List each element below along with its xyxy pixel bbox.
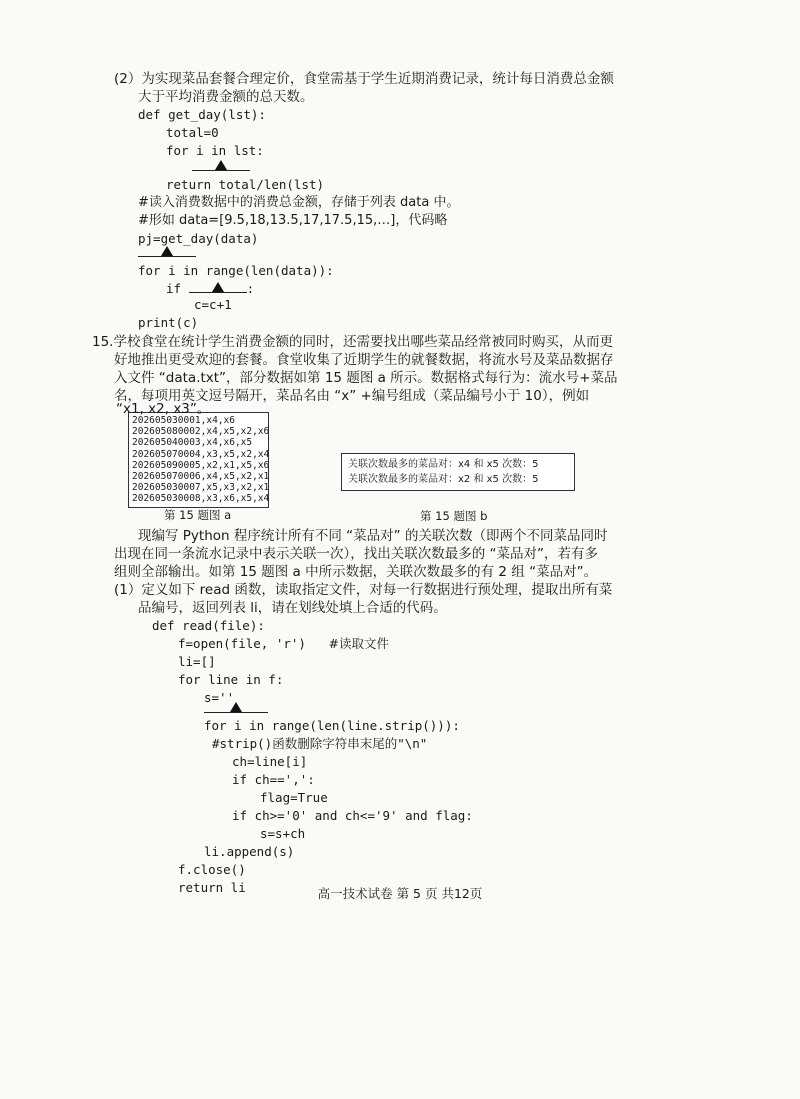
code-line: f.close() — [178, 862, 246, 877]
q15-text-line: “x1, x2, x3”。 — [116, 401, 211, 417]
triangle-marker-icon — [230, 702, 242, 712]
q15-text-line: 名，每项用英文逗号隔开，菜品名由 “x” +编号组成（菜品编号小于 10），例如 — [114, 388, 590, 404]
q15-body-line: (1）定义如下 read 函数，读取指定文件，对每一行数据进行预处理，提取出所有菜 — [114, 582, 613, 598]
q15-text-line: 15.学校食堂在统计学生消费金额的同时，还需要找出哪些菜品经常被同时购买，从而更 — [92, 334, 613, 350]
code-line: def read(file): — [152, 618, 265, 633]
q15-body-line: 出现在同一条流水记录中表示关联一次），找出关联次数最多的 “菜品对”，若有多 — [114, 546, 599, 562]
q14-text-line-1: (2）为实现菜品套餐合理定价，食堂需基于学生近期消费记录，统计每日消费总金额 — [114, 71, 614, 87]
answer-blank[interactable] — [189, 280, 247, 293]
answer-blank[interactable] — [204, 698, 268, 713]
figure-a-data-box — [128, 412, 269, 508]
data-row: 202605030001,x4,x6 — [132, 415, 235, 426]
q15-body-line: 品编号，返回列表 li，请在划线处填上合适的代码。 — [138, 600, 447, 616]
code-line: #strip()函数删除字符串末尾的"\n" — [212, 736, 428, 751]
figure-b-caption: 第 15 题图 b — [420, 509, 488, 523]
result-row: 关联次数最多的菜品对：x2 和 x5 次数：5 — [348, 474, 539, 485]
data-row: 202605030008,x3,x6,x5,x4 — [132, 493, 270, 505]
page-footer: 高一技术试卷 第 5 页 共12页 — [317, 886, 483, 901]
code-comment: #形如 data=[9.5,18,13.5,17,17.5,15,…]，代码略 — [138, 213, 448, 228]
code-line: for i in lst: — [166, 143, 264, 158]
triangle-marker-icon — [215, 160, 227, 170]
figure-b-result-box — [341, 453, 575, 491]
data-row: 202605080002,x4,x5,x2,x6 — [132, 426, 270, 438]
data-row: 202605070006,x4,x5,x2,x1 — [132, 471, 270, 483]
figure-a-caption: 第 15 题图 a — [164, 508, 232, 522]
data-row: 202605030007,x5,x3,x2,x1 — [132, 482, 270, 494]
code-line: if : — [166, 281, 255, 296]
q15-body-line: 组则全部输出。如第 15 题图 a 中所示数据，关联次数最多的有 2 组 “菜品对”。 — [114, 564, 598, 580]
q15-text-line: 入文件 “data.txt”，部分数据如第 15 题图 a 所示。数据格式每行为：流水号+菜品 — [114, 370, 618, 386]
q14-text-line-2: 大于平均消费金额的总天数。 — [138, 89, 314, 105]
code-line: s='' — [204, 690, 235, 705]
triangle-marker-icon — [161, 246, 173, 256]
answer-blank[interactable] — [138, 242, 196, 257]
code-comment: #读入消费数据中的消费总金额，存储于列表 data 中。 — [138, 195, 460, 210]
code-line: print(c) — [138, 315, 199, 330]
code-line: c=c+1 — [194, 297, 232, 312]
result-row: 关联次数最多的菜品对：x4 和 x5 次数：5 — [348, 459, 539, 470]
data-row: 202605040003,x4,x6,x5 — [132, 437, 253, 449]
code-line: s=s+ch — [260, 826, 306, 841]
triangle-marker-icon — [212, 282, 224, 292]
code-line: pj=get_day(data) — [138, 231, 259, 246]
code-line: return li — [178, 880, 246, 895]
code-line: li=[] — [178, 654, 216, 669]
code-line: for i in range(len(line.strip())): — [204, 718, 460, 733]
code-line: if ch==',': — [232, 772, 315, 787]
answer-blank[interactable] — [192, 156, 250, 171]
code-line: total=0 — [166, 125, 219, 140]
code-line: f=open(file, 'r') #读取文件 — [178, 636, 389, 651]
code-line: li.append(s) — [204, 844, 295, 859]
q15-text-line: 好地推出更受欢迎的套餐。食堂收集了近期学生的就餐数据，将流水号及菜品数据存 — [114, 352, 614, 368]
code-line: if ch>='0' and ch<='9' and flag: — [232, 808, 473, 823]
code-line: for line in f: — [178, 672, 284, 687]
data-row: 202605090005,x2,x1,x5,x6 — [132, 459, 270, 471]
code-line: ch=line[i] — [232, 754, 308, 769]
code-line: for i in range(len(data)): — [138, 263, 334, 278]
code-line: flag=True — [260, 790, 328, 805]
code-line: return total/len(lst) — [166, 177, 325, 192]
code-line: def get_day(lst): — [138, 107, 266, 122]
q15-body-line: 现编写 Python 程序统计所有不同 “菜品对” 的关联次数（即两个不同菜品同时 — [138, 528, 608, 544]
data-row: 202605070004,x3,x5,x2,x4 — [132, 448, 270, 460]
